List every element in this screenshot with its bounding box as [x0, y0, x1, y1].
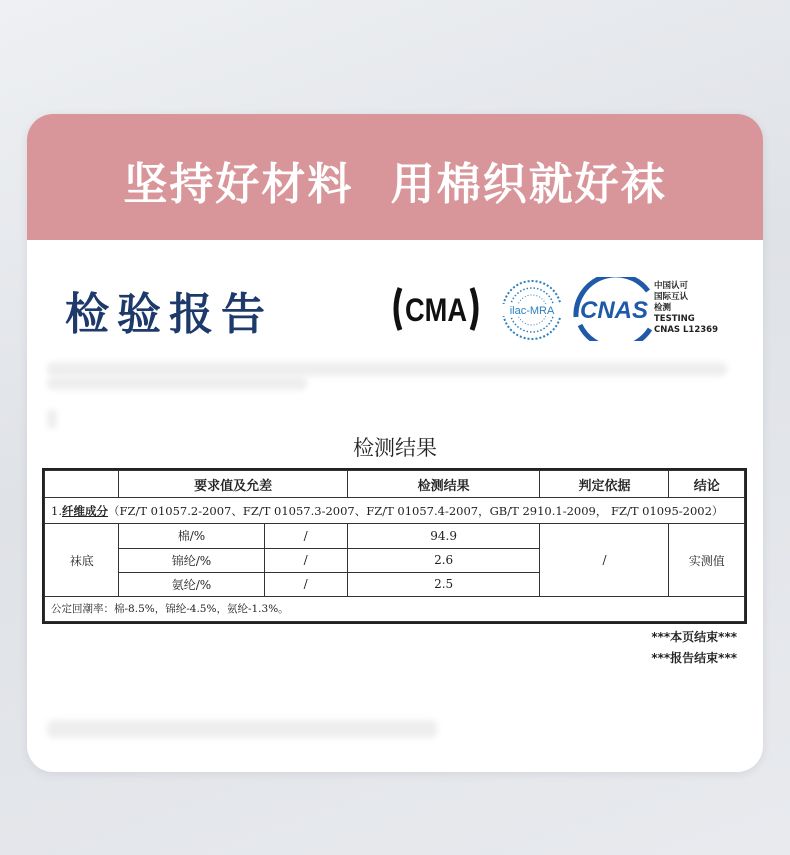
header-empty: [45, 471, 119, 498]
ilac-logo-text: ilac-MRA: [509, 305, 555, 317]
blurred-line: [47, 409, 57, 429]
fiber-result: 2.5: [347, 572, 540, 596]
fiber-requirement: /: [264, 524, 347, 548]
judgment-basis: /: [540, 524, 669, 596]
blurred-line: [47, 362, 727, 376]
cnas-line: TESTING: [654, 314, 695, 324]
fiber-composition-row: [45, 498, 745, 524]
cnas-line: CNAS L12369: [654, 325, 718, 335]
fiber-result: 2.6: [347, 548, 540, 572]
cnas-line: 检测: [654, 303, 672, 313]
fiber-name: 棉/%: [119, 524, 264, 548]
fiber-result: 94.9: [347, 524, 540, 548]
fiber-name: 锦纶/%: [119, 548, 264, 572]
cnas-line: 国际互认: [654, 292, 689, 302]
fiber-item-prefix: 1.: [51, 503, 62, 518]
sample-part: 袜底: [45, 524, 119, 596]
fiber-item-label: 纤维成分: [61, 503, 108, 518]
report-card: [27, 114, 763, 772]
results-title: 检测结果: [353, 436, 437, 460]
cma-logo-icon: [390, 284, 482, 334]
header-conclusion: 结论: [669, 471, 745, 498]
report-title: 检验报告: [65, 289, 273, 340]
fiber-name: 氨纶/%: [119, 572, 264, 596]
report-end-note: ***报告结束***: [651, 651, 737, 665]
cnas-accreditation-text: [654, 281, 744, 336]
conclusion: 实测值: [669, 524, 745, 596]
page-end-note: ***本页结束***: [651, 630, 737, 644]
header-basis: 判定依据: [540, 471, 669, 498]
fiber-standards: （FZ/T 01057.2-2007、FZ/T 01057.3-2007、FZ/T 01057.4-2007，GB/T 2910.1-2009， FZ/T 01095-2002）: [107, 503, 724, 518]
cnas-line: 中国认可: [654, 281, 689, 291]
cma-logo-text: CMA: [405, 292, 467, 328]
cnas-logo-text: CNAS: [579, 297, 649, 324]
blurred-line: [47, 720, 437, 738]
ilac-mra-logo-icon: [497, 279, 567, 341]
banner: [27, 114, 763, 240]
header-result: 检测结果: [347, 471, 540, 498]
moisture-regain-note: 公定回潮率：棉-8.5%，锦纶-4.5%，氨纶-1.3%。: [45, 596, 745, 621]
header-requirement: 要求值及允差: [119, 471, 347, 498]
fiber-requirement: /: [264, 572, 347, 596]
banner-title: 坚持好材料 用棉织就好袜: [123, 159, 667, 210]
blurred-line: [47, 376, 307, 390]
cnas-logo-icon: [568, 277, 666, 341]
results-table: [42, 468, 747, 624]
fiber-requirement: /: [264, 548, 347, 572]
